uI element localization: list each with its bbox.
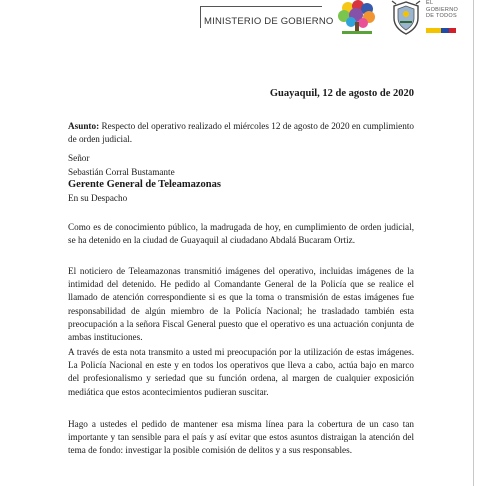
ecuador-flag-strip-icon [426, 28, 456, 33]
ministry-logo [200, 6, 334, 32]
body-paragraph-1: Como es de conocimiento público, la madrugada de hoy, en cumplimiento de orden judicial, se ha detenido en la ciudad de Guayaquil al ciudadano Abdalá Bucaram Ortiz. [68, 222, 414, 246]
recipient-name: Sebastián Corral Bustamante [68, 167, 175, 177]
body-paragraph-4: Hago a ustedes el pedido de mantener esa misma línea para la cobertura de un caso tan importante y tan sensible para el país y así evitar que estos asuntos distraigan la atención del tema de fondo: investigar la posible comisión de delitos y a sus responsables. [68, 419, 414, 456]
body-paragraph-2: El noticiero de Teleamazonas transmitió imágenes del operativo, incluidas imágenes de la intimidad del detenido. He pedido al Comandante General de la Policía que se realice el llamado de atención correspondiente si es que la toma o transmisión de estas imágenes fue responsabilidad de algún miembro de la Policía Nacional; he trasladado también esta preocupación a la señora Fiscal General puesto que el operativo es una actuación conjunta de ambas instituciones. [68, 266, 414, 343]
body-paragraph-3: A través de esta nota transmito a usted mi preocupación por la utilización de estas imágenes. La Policía Nacional en este y en todos los operativos que lleva a cabo, actúa bajo en marco del profesionalismo y seriedad que su función ordena, al margen de cualquier exposición mediática que estos acontecimientos pudieran suscitar. [68, 347, 414, 397]
ministry-name: MINISTERIO DE GOBIERNO [204, 16, 334, 27]
ministry-logo-side-rule [200, 6, 201, 28]
salutation: Señor [68, 153, 90, 163]
recipient-office: En su Despacho [68, 193, 128, 203]
government-slogan: EL GOBIERNO DE TODOS [426, 0, 459, 19]
recipient-title: Gerente General de Teleamazonas [68, 179, 221, 190]
tree-logo-icon [334, 0, 380, 36]
subject-label: Asunto: [68, 121, 100, 131]
subject-text: Respecto del operativo realizado el miércoles 12 de agosto de 2020 en cumplimiento de orden judicial. [68, 121, 414, 145]
page-edge-divider [473, 0, 474, 486]
letter-subject [68, 120, 414, 146]
ministry-logo-top-rule [200, 6, 322, 7]
coat-of-arms-icon [390, 0, 422, 36]
letter-date: Guayaquil, 12 de agosto de 2020 [269, 88, 414, 99]
